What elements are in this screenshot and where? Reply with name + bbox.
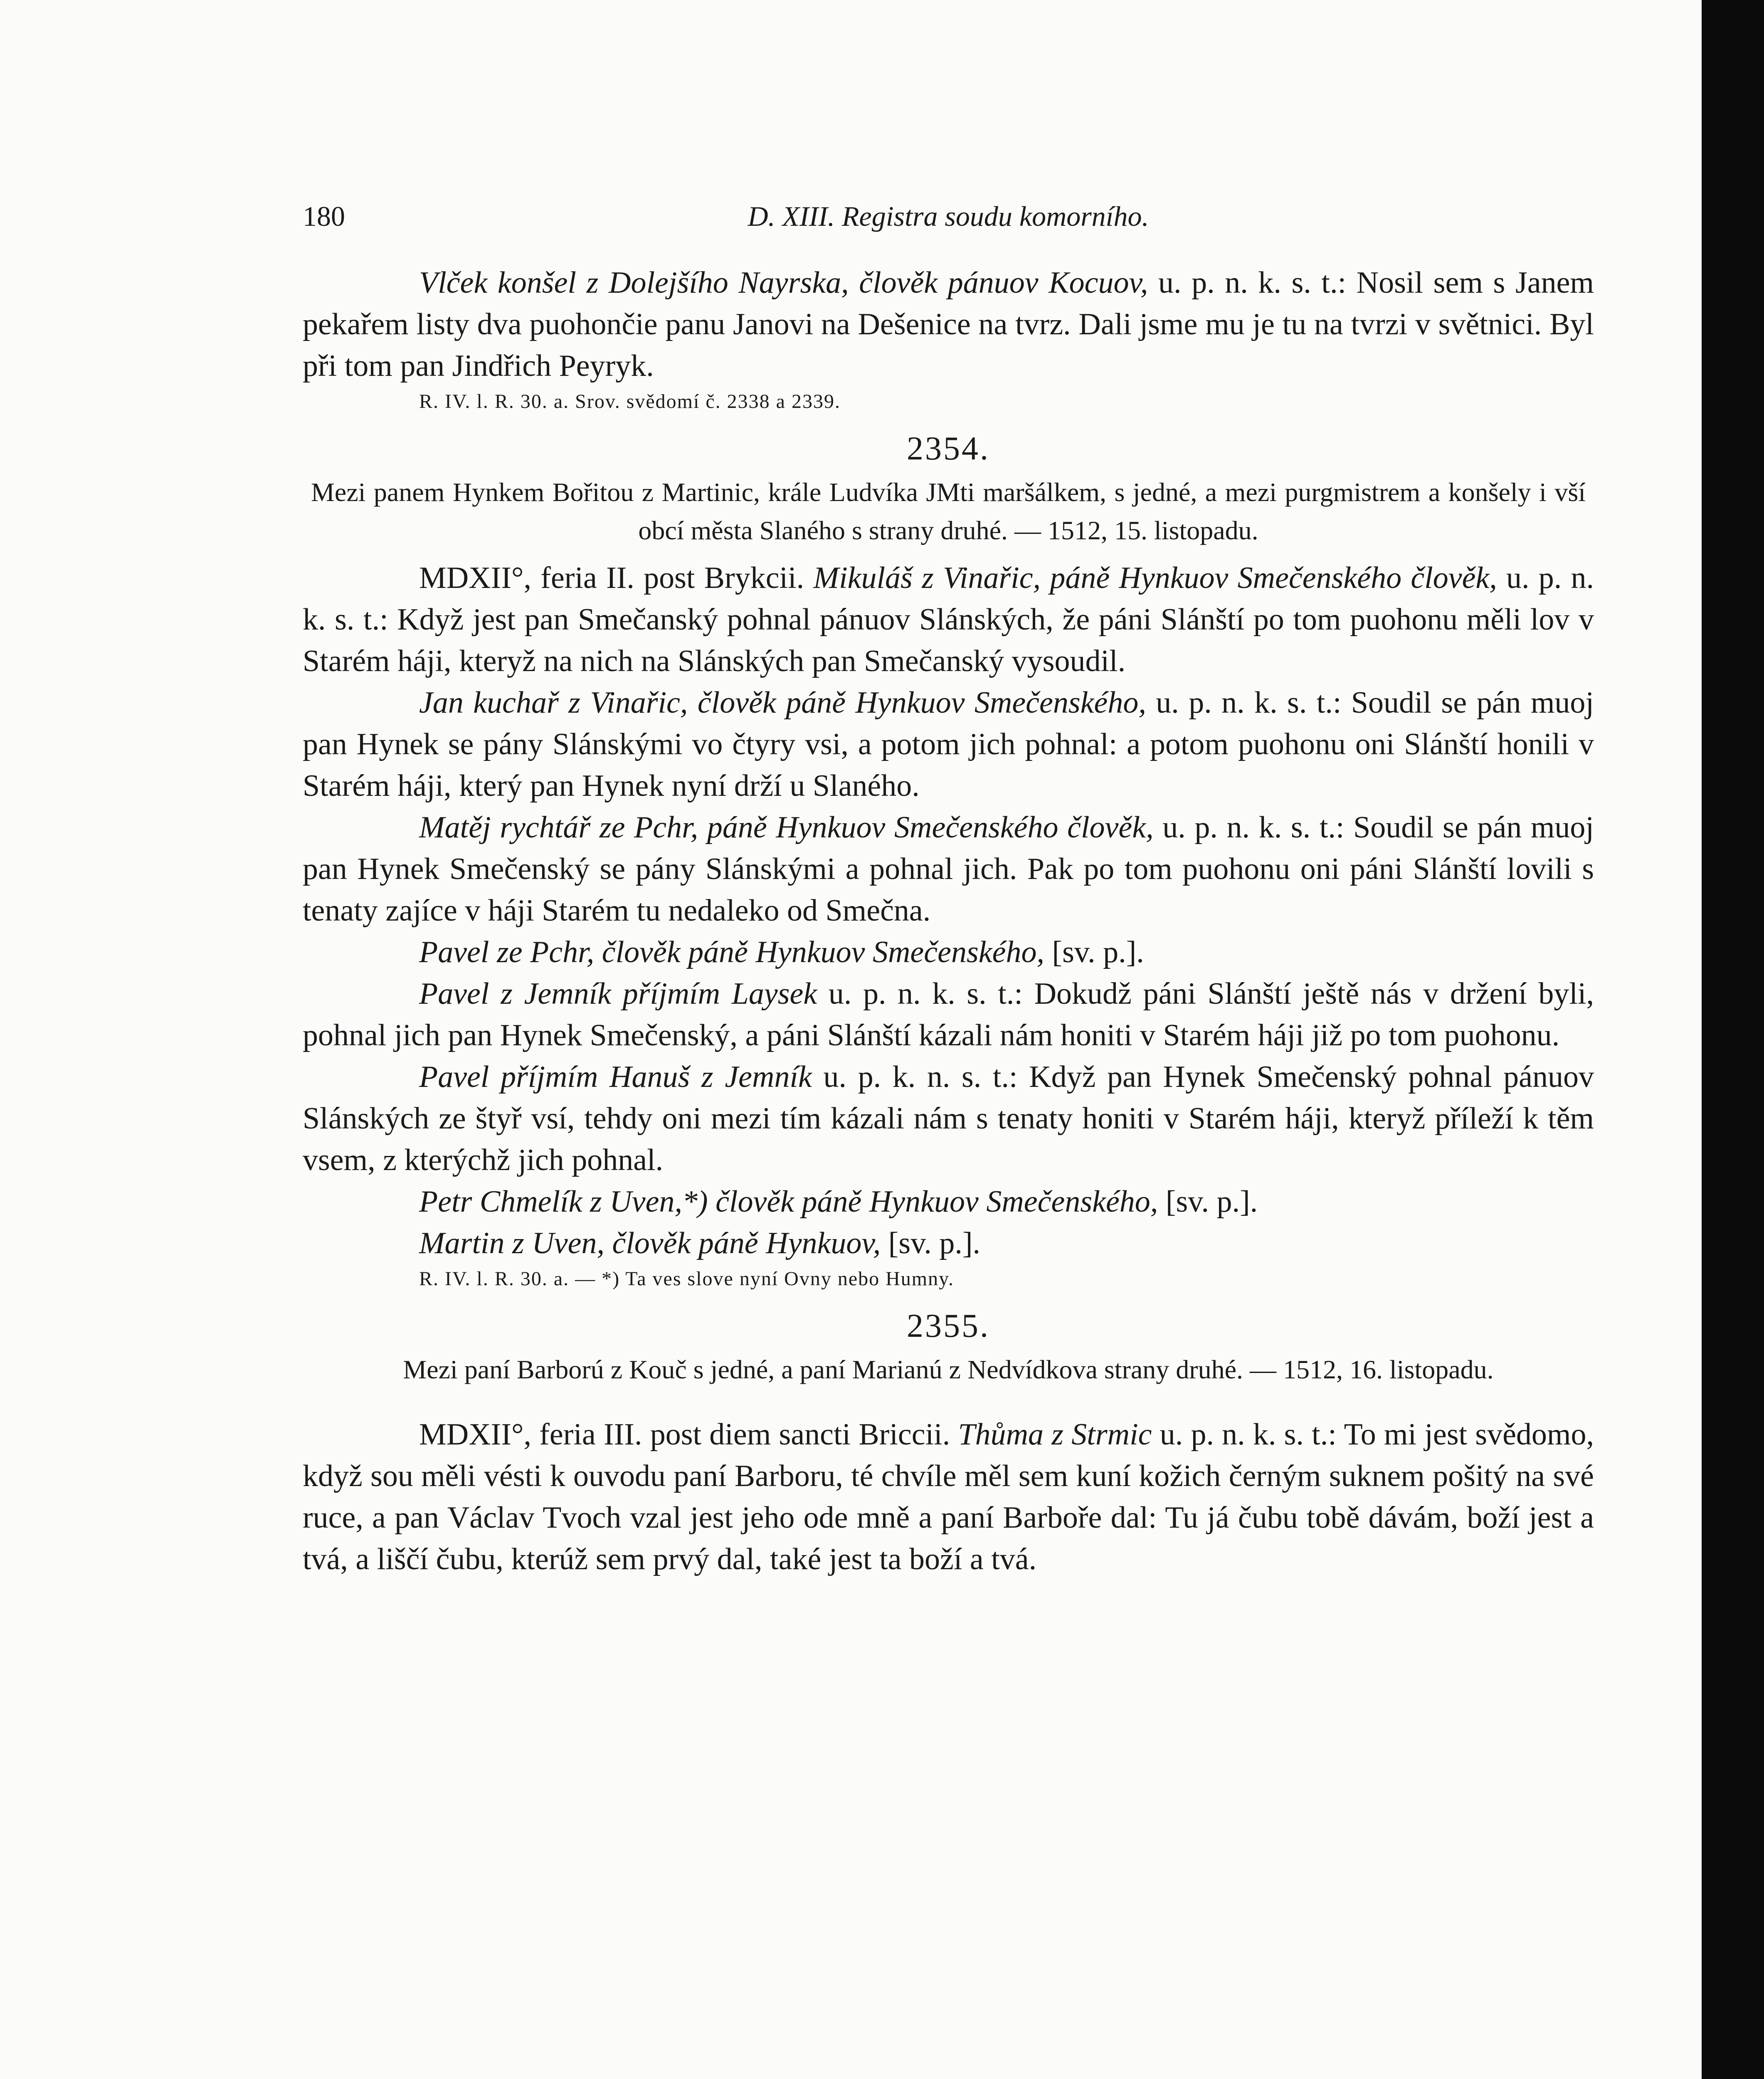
- document-number: 2355.: [907, 1308, 990, 1344]
- witness-name: Pavel z Jemník příjmím Laysek: [419, 977, 817, 1011]
- page-header: [303, 195, 1594, 237]
- running-title: D. XIII. Registra soudu komorního.: [748, 200, 1149, 232]
- witness-name: Pavel příjmím Hanuš z Jemník: [419, 1060, 812, 1094]
- testimony-entry: [303, 1222, 1594, 1264]
- page-body: [303, 195, 1594, 1580]
- testimony-text: u. p. k. n. s. t.: Když pan Hynek Smečenský pohnal pánuov Slánských ze štyř vsí, tehdy oni mezi tím kázali nám s tenaty honiti v Starém háji, kteryž příleží k těm vsem, z kterýchž jich pohnal.: [303, 1060, 1594, 1177]
- testimony-entry: [303, 557, 1594, 682]
- witness-name: Mikuláš z Vinařic, páně Hynkuov Smečenského člověk,: [813, 561, 1497, 595]
- witness-name: Petr Chmelík z Uven,*) člověk páně Hynkuov Smečenského,: [419, 1185, 1158, 1219]
- testimony-text: u. p. n. k. s. t.: Soudil se pán muoj pan Hynek Smečenský se pány Slánskými a pohnal jich. Pak po tom puohonu oni páni Slánští lovili s tenaty zajíce v háji Starém tu nedaleko od Smečna.: [303, 810, 1594, 928]
- document-regest: Mezi paní Barború z Kouč s jedné, a paní Marianú z Nedvídkova strany druhé. — 1512, 16. listopadu.: [403, 1355, 1494, 1384]
- source-reference: R. IV. l. R. 30. a. Srov. svědomí č. 2338 a 2339.: [419, 390, 841, 412]
- document-number: 2354.: [907, 430, 990, 467]
- testimony-text: u. p. n. k. s. t.: Když jest pan Smečanský pohnal pánuov Slánských, že páni Slánští po tom puohonu měli lov v Starém háji, kteryž na nich na Slánských pan Smečanský vysoudil.: [303, 561, 1594, 678]
- testimony-text: [sv. p.].: [1044, 935, 1144, 969]
- testimony-text: u. p. n. k. s. t.: To mi jest svědomo, když sou měli vésti k ouvodu paní Barboru, té chvíle měl sem kuní kožich černým suknem pošitý na své ruce, a pan Václav Tvoch vzal jest jeho ode mně a paní Barboře dal: Tu já čubu tobě dávám, boží jest a tvá, a liščí čubu, kterúž sem prvý dal, také jest ta boží a tvá.: [303, 1417, 1594, 1576]
- date-intro: MDXII°, feria III. post diem sancti Briccii.: [419, 1417, 958, 1452]
- witness-name: Jan kuchař z Vinařic, člověk páně Hynkuov Smečenského,: [419, 686, 1146, 720]
- page-number: 180: [303, 200, 345, 232]
- testimony-entry: [303, 1181, 1594, 1222]
- testimony-text: u. p. n. k. s. t.: Nosil sem s Janem pekařem listy dva puohončie panu Janovi na Dešenice na tvrz. Dali jsme mu je tu na tvrzi v světnici. Byl při tom pan Jindřich Peyryk.: [303, 266, 1594, 383]
- testimony-entry: [303, 682, 1594, 807]
- witness-name: Vlček konšel z Dolejšího Nayrska, člověk pánuov Kocuov,: [419, 266, 1148, 300]
- testimony-entry: [303, 807, 1594, 931]
- source-reference: R. IV. l. R. 30. a. — *) Ta ves slove nyní Ovny nebo Humny.: [419, 1268, 955, 1290]
- date-intro: MDXII°, feria II. post Brykcii.: [419, 561, 814, 595]
- document-regest: Mezi panem Hynkem Bořitou z Martinic, krále Ludvíka JMti maršálkem, s jedné, a mezi purgmistrem a konšely i vší obcí města Slaného s strany druhé. — 1512, 15. listopadu.: [311, 477, 1586, 545]
- testimony-entry: [303, 931, 1594, 973]
- witness-name: Martin z Uven, člověk páně Hynkuov,: [419, 1226, 881, 1260]
- testimony-text: [sv. p.].: [1158, 1185, 1258, 1219]
- testimony-entry: [303, 973, 1594, 1056]
- testimony-text: u. p. n. k. s. t.: Soudil se pán muoj pan Hynek se pány Slánskými vo čtyry vsi, a potom jich pohnal: a potom puohonu oni Slánští honili v Starém háji, který pan Hynek nyní drží u Slaného.: [303, 686, 1594, 803]
- testimony-text: [sv. p.].: [881, 1226, 981, 1260]
- witness-name: Matěj rychtář ze Pchr, páně Hynkuov Smečenského člověk,: [419, 810, 1154, 844]
- witness-name: Pavel ze Pchr, člověk páně Hynkuov Smečenského,: [419, 935, 1044, 969]
- testimony-entry: [303, 1056, 1594, 1181]
- scan-edge-right: [1702, 0, 1764, 2079]
- testimony-entry: [303, 262, 1594, 387]
- testimony-text: u. p. n. k. s. t.: Dokudž páni Slánští ještě nás v držení byli, pohnal jich pan Hynek Smečenský, a páni Slánští kázali nám honiti v Starém háji již po tom puohonu.: [303, 977, 1594, 1052]
- witness-name: Thůma z Strmic: [958, 1417, 1152, 1452]
- testimony-entry: [303, 1414, 1594, 1580]
